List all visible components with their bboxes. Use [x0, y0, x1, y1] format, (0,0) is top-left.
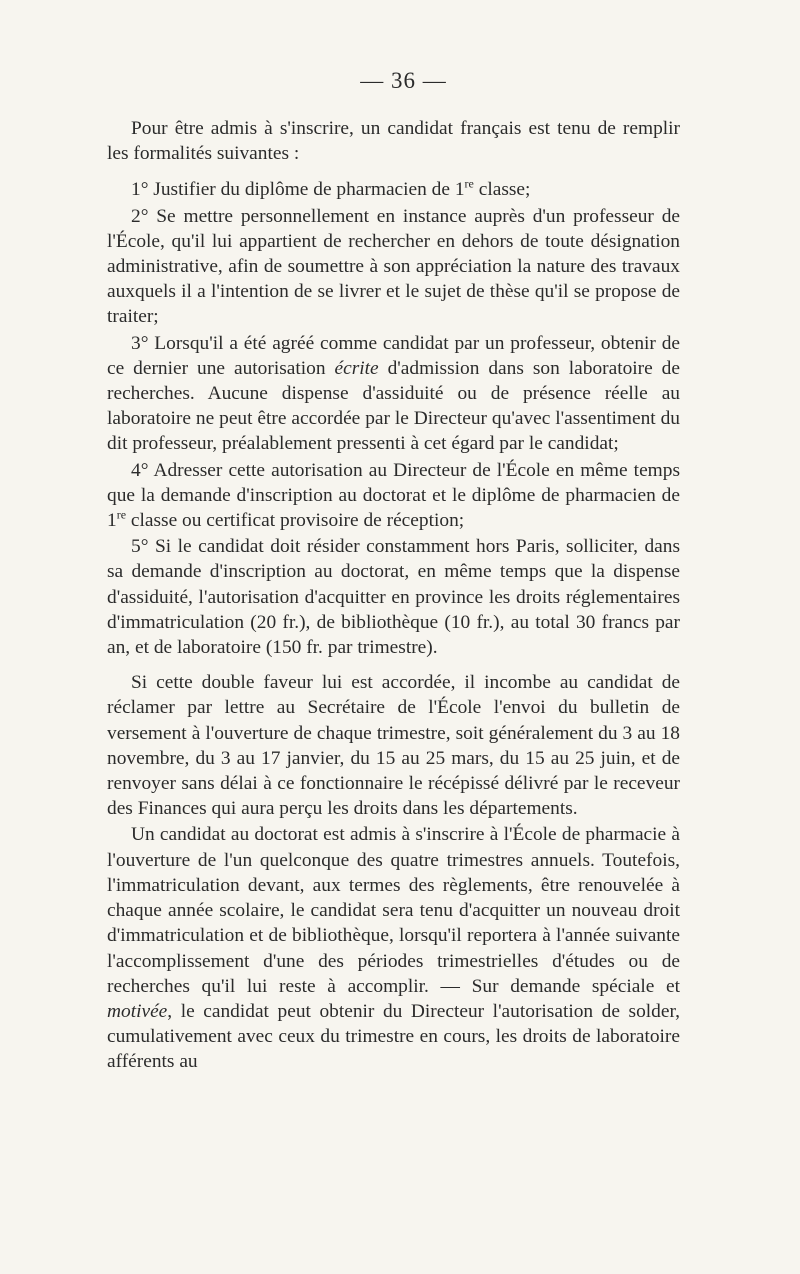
doctorat-emphasis: motivée: [107, 1000, 168, 1022]
faveur-paragraph: Si cette double faveur lui est accordée, il incombe au candidat de réclamer par lettre au Secrétaire de l'École l'envoi du bulletin de versement à l'ouverture de chaque trimestre, soit généralement du 3 au 18 novembre, du 3 au 17 janvier, du 15 au 25 mars, du 15 au 25 juin, et de renvoyer sans délai à ce fonctionnaire le récépissé délivré par le receveur des Finances qui aura perçu les droits dans les départements.: [107, 672, 680, 820]
item-4-tail: classe ou certificat provisoire de réception;: [126, 510, 465, 532]
intro-paragraph: Pour être admis à s'inscrire, un candidat français est tenu de remplir les formalités suivantes :: [107, 118, 680, 165]
item-5-paragraph: 5° Si le candidat doit résider constamment hors Paris, solliciter, dans sa demande d'inscription au doctorat, en même temps que la dispense d'assiduité, l'autorisation d'acquitter en province les droits réglementaires d'immatriculation (20 fr.), de bibliothèque (10 fr.), au total 30 francs par an, et de laboratoire (150 fr. par trimestre).: [107, 536, 680, 659]
item-3-emphasis: écrite: [334, 357, 379, 379]
item-1-text: 1° Justifier du diplôme de pharmacien de 1: [131, 179, 465, 201]
item-4-text: 4° Adresser cette autorisation au Directeur de l'École en même temps que la demande d'inscription au doctorat et le diplôme de pharmacien de 1: [107, 459, 680, 532]
doctorat-paragraph: [107, 822, 680, 1074]
item-4-paragraph: [107, 458, 680, 534]
item-1-paragraph: [107, 177, 680, 202]
item-4-superscript: re: [116, 507, 127, 522]
doctorat-text: Un candidat au doctorat est admis à s'inscrire à l'École de pharmacie à l'ouverture de l'un quelconque des quatre trimestres annuels. Toutefois, l'immatriculation devant, aux termes des règlements, être renouvelée à chaque année scolaire, le candidat sera tenu d'acquitter un nouveau droit d'immatriculation et de bibliothèque, lorsqu'il reportera à l'année suivante l'accomplissement d'une des périodes trimestrielles d'études ou de recherches qu'il lui reste à accomplir. — Sur demande spéciale et: [107, 824, 680, 997]
item-3-tail: d'admission dans son laboratoire de recherches. Aucune dispense d'assiduité ou de présence réelle au laboratoire ne peut être accordée par le Directeur qu'avec l'assentiment du dit professeur, préalablement pressenti à cet égard par le candidat;: [107, 357, 680, 455]
item-2-paragraph: 2° Se mettre personnellement en instance auprès d'un professeur de l'École, qu'il lui appartient de rechercher en dehors de toute désignation administrative, afin de soumettre à son appréciation la nature des travaux auxquels il a l'intention de se livrer et le sujet de thèse qu'il se propose de traiter;: [107, 205, 680, 328]
item-1-tail: classe;: [473, 179, 531, 201]
page-number: — 36 —: [360, 68, 447, 93]
item-3-paragraph: [107, 331, 680, 457]
item-3-text: 3° Lorsqu'il a été agréé comme candidat par un professeur, obtenir de ce dernier une autorisation: [107, 332, 680, 379]
doctorat-tail: , le candidat peut obtenir du Directeur l'autorisation de solder, cumulativement avec ceux du trimestre en cours, les droits de laboratoire afférents au: [107, 1000, 680, 1073]
item-1-superscript: re: [464, 176, 474, 191]
